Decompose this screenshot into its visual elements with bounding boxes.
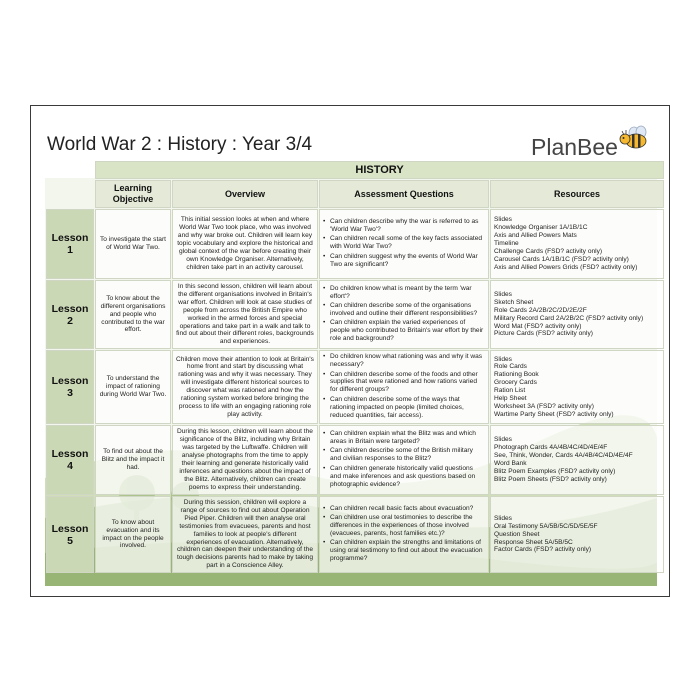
resource-item: Worksheet 3A (FSD? activity only)	[494, 402, 594, 410]
resource-item: Response Sheet 5A/5B/5C	[494, 538, 573, 546]
question-item: • Can children recall basic facts about evacuation?	[323, 505, 485, 513]
table-row	[46, 280, 664, 349]
resource-item: Sketch Sheet	[494, 298, 534, 306]
resource-item: Slides	[494, 355, 512, 363]
resource-item: Knowledge Organiser 1A/1B/1C	[494, 224, 588, 232]
resource-item: Blitz Poem Examples (FSD? activity only)	[494, 467, 616, 475]
lesson-label: Lesson 1	[46, 209, 94, 279]
table-row	[46, 350, 664, 424]
resource-item: Role Cards 2A/2B/2C/2D/2E/2F	[494, 306, 587, 314]
page-title: World War 2 : History : Year 3/4	[47, 134, 313, 155]
resource-item: Slides	[494, 514, 512, 522]
learning-objective: To know about evacuation and its impact on the people involved.	[95, 496, 171, 573]
resource-item: Oral Testimony 5A/5B/5C/5D/5E/5F	[494, 522, 598, 530]
resource-item: Word Bank	[494, 460, 527, 467]
resource-item: Rationing Book	[494, 371, 539, 379]
resource-item: Axis and Allied Powers Grids (FSD? activity only)	[494, 263, 638, 271]
corner-blank	[46, 161, 94, 179]
resource-item: Timeline	[494, 240, 519, 248]
assessment-questions	[319, 209, 489, 279]
column-header-overview: Overview	[172, 180, 318, 208]
lesson-label: Lesson 5	[46, 496, 94, 573]
learning-objective: To find out about the Blitz and the impact it had.	[95, 425, 171, 495]
assessment-questions	[319, 496, 489, 573]
resource-item: Slides	[494, 436, 512, 444]
overview-text: This initial session looks at when and where World War Two took place, who was involved and why war broke out. Children will learn key topic vocabulary and explore the historical and global context of the war before creating their own Knowledge Organiser. Alternatively, children take part in an activity carousel.	[172, 209, 318, 279]
resource-item: Wartime Party Sheet (FSD? activity only)	[494, 410, 614, 418]
resource-item: Help Sheet	[494, 395, 527, 403]
question-item: • Do children know what is meant by the term 'war effort'?	[323, 285, 485, 301]
resource-item: Ration List	[494, 387, 526, 395]
table-row	[46, 425, 664, 495]
resource-item: Word Mat (FSD? activity only)	[494, 322, 582, 330]
question-item: • Can children describe some of the organisations involved and outline their different responsibilities?	[323, 302, 485, 318]
question-item: • Can children describe some of the British military and civilian responses to the Blitz?	[323, 447, 485, 463]
resource-item: Military Record Card 2A/2B/2C (FSD? activity only)	[494, 314, 644, 322]
learning-objective: To understand the impact of rationing during World War Two.	[95, 350, 171, 424]
resource-item: See, Think, Wonder, Cards 4A/4B/4C/4D/4E/4F	[494, 452, 633, 460]
question-item: • Can children explain the varied experiences of people who contributed to Britain's war effort by their role and background?	[323, 319, 485, 343]
overview-text: In this second lesson, children will learn about the different organisations involved in Britain's war effort. Children will look at case studies of people from across the British Empire who worked in the armed forces and special operations and take part in a walk and talk to find out about their different roles, backgrounds and experiences.	[172, 280, 318, 349]
question-item: • Can children describe some of the ways that rationing impacted on people (limited choices, reduced quantities, fair access).	[323, 396, 485, 420]
resource-item: Carousel Cards 1A/1B/1C (FSD? activity only)	[494, 255, 629, 263]
history-lesson-table	[45, 160, 665, 574]
assessment-questions	[319, 280, 489, 349]
question-item: • Can children describe some of the foods and other supplies that were rationed and how rations varied for different groups?	[323, 371, 485, 395]
bee-icon	[617, 124, 651, 152]
lesson-label: Lesson 4	[46, 425, 94, 495]
resources-list	[490, 425, 664, 495]
question-item: • Can children generate historically valid questions and make inferences and ask questions based on photographic evidence?	[323, 465, 485, 489]
resources-list	[490, 350, 664, 424]
assessment-questions	[319, 425, 489, 495]
resource-item: Challenge Cards (FSD? activity only)	[494, 247, 603, 255]
overview-text: During this lesson, children will learn about the significance of the Blitz, including why Britain was targeted by the Luftwaffe. Children will analyse photographs from the time to apply their learning and generate historically valid inferences and questions about the impact of the Blitz. Alternatively, children can create poems to express their understanding.	[172, 425, 318, 495]
section-header: HISTORY	[95, 161, 664, 179]
overview-text: During this session, children will explore a range of sources to find out about Operation Pied Piper. Children will then analyse oral testimonies from evacuees, parents and host families to look at people's different experiences of evacuation. Alternatively, children can deepen their understanding of the tough decisions parents had to make by taking part in a Conscience Alley.	[172, 496, 318, 573]
lesson-label: Lesson 2	[46, 280, 94, 349]
resource-item: Factor Cards (FSD? activity only)	[494, 546, 592, 554]
resource-item: Slides	[494, 216, 512, 224]
question-item: • Do children know what rationing was and why it was necessary?	[323, 353, 485, 369]
question-item: • Can children suggest why the events of World War Two are significant?	[323, 253, 485, 269]
resources-list	[490, 496, 664, 573]
question-item: • Can children explain what the Blitz was and which areas in Britain were targeted?	[323, 430, 485, 446]
lesson-plan-sheet	[30, 105, 670, 597]
question-item: • Can children describe why the war is referred to as 'World War Two'?	[323, 218, 485, 234]
resource-item: Axis and Allied Powers Mats	[494, 232, 577, 240]
resource-item: Slides	[494, 290, 512, 298]
lesson-label: Lesson 3	[46, 350, 94, 424]
question-item: • Can children use oral testimonies to describe the differences in the experiences of those involved (evacuees, parents, host families etc.)?	[323, 514, 485, 538]
table-row	[46, 209, 664, 279]
resources-list	[490, 280, 664, 349]
resource-item: Grocery Cards	[494, 379, 537, 387]
learning-objective: To know about the different organisations and people who contributed to the war effort.	[95, 280, 171, 349]
resource-item: Role Cards	[494, 363, 527, 371]
corner-blank	[46, 180, 94, 208]
resource-item: Blitz Poem Sheets (FSD? activity only)	[494, 475, 607, 483]
resource-item: Photograph Cards 4A/4B/4C/4D/4E/4F	[494, 444, 608, 452]
overview-text: Children move their attention to look at Britain's home front and start by discussing what rationing was and why it was necessary. They will investigate different historical sources to discover what was rationed and how the rationing system worked before bringing the process to life with an engaging rationing role play activity.	[172, 350, 318, 424]
assessment-questions	[319, 350, 489, 424]
column-header-resources: Resources	[490, 180, 664, 208]
logo-text: PlanBee	[531, 134, 618, 160]
question-item: • Can children explain the strengths and limitations of using oral testimony to find out about the evacuation programme?	[323, 539, 485, 563]
column-header-objective: Learning Objective	[95, 180, 171, 208]
column-header-questions: Assessment Questions	[319, 180, 489, 208]
table-row	[46, 496, 664, 573]
question-item: • Can children recall some of the key facts associated with World War Two?	[323, 235, 485, 251]
resource-item: Question Sheet	[494, 530, 540, 538]
learning-objective: To investigate the start of World War Two.	[95, 209, 171, 279]
resource-item: Picture Cards (FSD? activity only)	[494, 330, 593, 338]
resources-list	[490, 209, 664, 279]
